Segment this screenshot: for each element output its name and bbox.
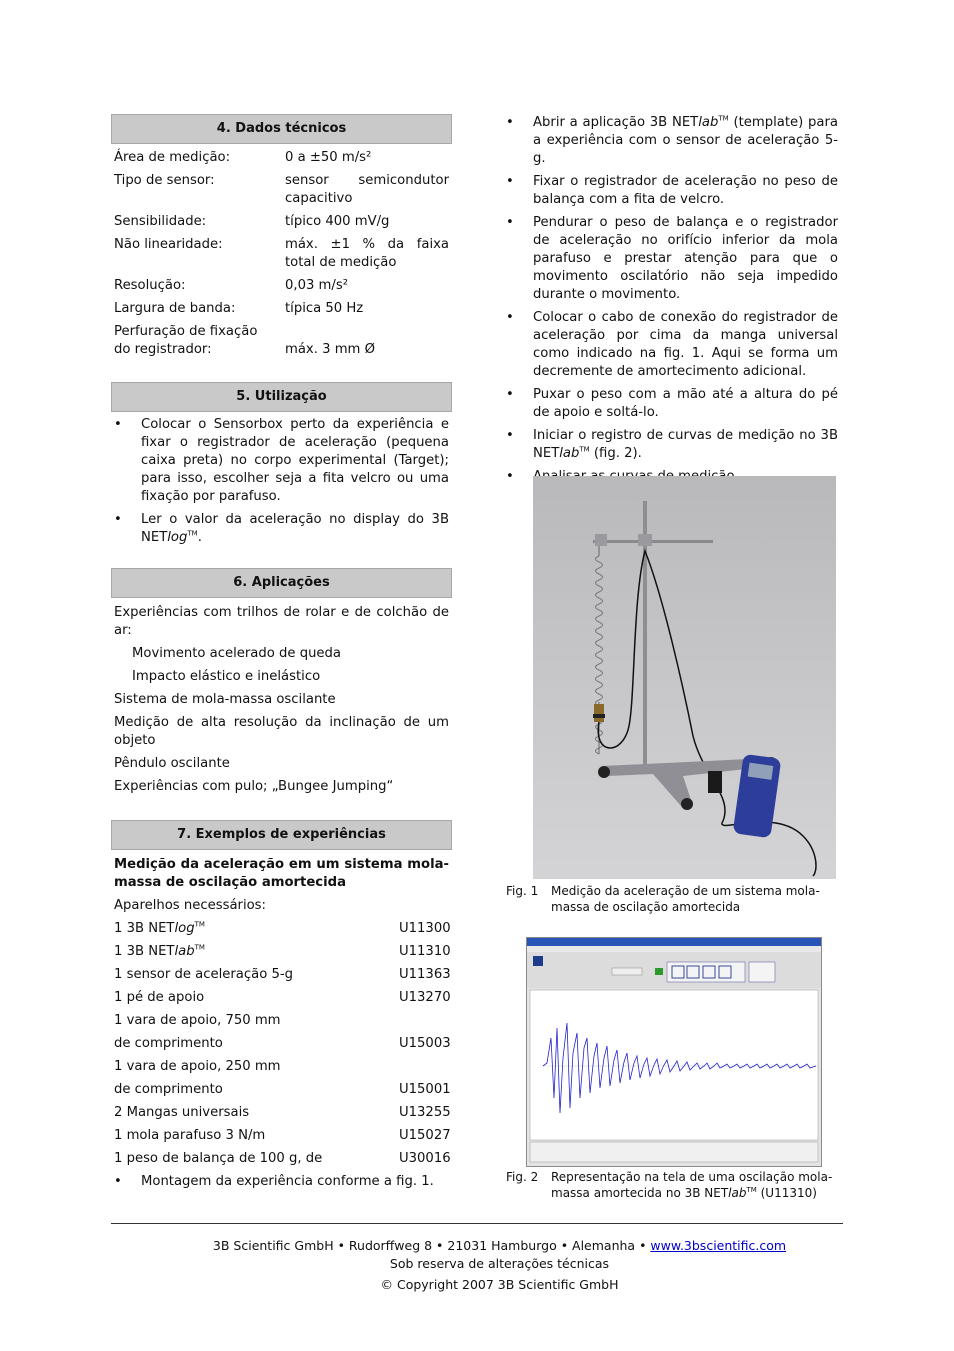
text: (U11310) [756,1186,817,1200]
spec-key [114,323,285,359]
usage-list [111,416,452,547]
software-screenshot [526,937,822,1167]
part-row [114,920,449,938]
paragraph: Experiências com pulo; „Bungee Jumping“ [114,779,394,794]
text: . [197,530,202,545]
spec-row [114,277,452,295]
part-name: 1 vara de apoio, 250 mm [114,1059,281,1074]
figure-text: Medição da aceleração de um sistema mola-massa de oscilação amortecida [551,884,820,914]
spec-key: Tipo de sensor: [114,173,215,188]
part-name: 1 sensor de aceleração 5-g [114,967,293,982]
figure-1-caption [506,883,836,915]
trademark: TM [194,943,205,952]
trademark: TM [718,114,729,123]
part-row [114,966,449,984]
spec-row [114,149,452,167]
part-code: U13255 [399,1105,451,1120]
paragraph: Sistema de mola-massa oscilante [114,692,336,707]
text: (template) para a experiência com o sensor de aceleração 5-g. [533,115,838,166]
text-italic: lab [174,944,195,959]
part-name: 1 mola parafuso 3 N/m [114,1128,266,1143]
figure-text [551,1169,836,1201]
spec-list [111,149,452,359]
left-column [111,114,452,1196]
oscillation-screen-illustration [527,938,821,1166]
right-column [506,114,841,491]
list-item: • Pendurar o peso de balança e o registrador de aceleração no orifício inferior da mola parafuso e prestar atenção para que o movimento oscilatório não seja impedido durante o movimento. [506,214,841,304]
part-code: U15001 [399,1082,451,1097]
part-code: U13270 [399,990,451,1005]
part-name: de comprimento [114,1082,223,1097]
section-title-examples: 7. Exemplos de experiências [111,820,452,850]
spec-value: sensor semicondutor capacitivo [285,173,449,206]
part-name: 1 vara de apoio, 750 mm [114,1013,281,1028]
website-link[interactable]: www.3bscientific.com [650,1238,787,1253]
part-name [114,943,399,961]
part-row [114,1012,449,1030]
text-italic: lab [559,446,580,461]
trademark: TM [194,920,205,929]
part-row [114,1058,449,1076]
part-row [114,943,449,961]
spec-value: máx. ±1 % da faixa total de medição [285,237,449,270]
list-item: • Montagem da experiência conforme a fig. 1. [111,1173,452,1191]
text: Iniciar o registro de curvas de medição no 3B NET [533,428,838,461]
spec-key: Área de medição: [114,150,231,165]
part-row [114,1150,449,1168]
text: Abrir a aplicação 3B NET [533,115,699,130]
text: Ler o valor da aceleração no display do 3B NET [141,512,449,545]
footer-divider [111,1223,843,1224]
part-row [114,1081,449,1099]
trademark: TM [187,529,198,538]
text-italic: log [174,921,195,936]
experiment-setup-illustration [533,476,836,879]
part-name: 2 Mangas universais [114,1105,250,1120]
spec-row [114,323,452,359]
procedure-list [506,114,841,486]
part-code: U15003 [399,1036,451,1051]
trademark: TM [579,445,590,454]
spec-value: 0 a ±50 m/s² [285,150,372,165]
footer-address [111,1238,888,1254]
text: 1 3B NET [114,921,175,936]
spec-value: 0,03 m/s² [285,278,349,293]
list-item: • Puxar o peso com a mão até a altura do pé de apoio e soltá-lo. [506,386,841,422]
part-row [114,989,449,1007]
part-code [399,1012,449,1030]
text-italic: lab [728,1186,747,1200]
experiment-subtitle: Medição da aceleração em um sistema mola-massa de oscilação amortecida [114,857,449,890]
part-code: U11363 [399,967,451,982]
footer-notice: Sob reserva de alterações técnicas [389,1256,610,1271]
text: Representação na tela de uma oscilação mola-massa amortecida no 3B NET [551,1170,833,1200]
paragraph-indented: Movimento acelerado de queda [132,646,341,661]
list-item: • Colocar o Sensorbox perto da experiência e fixar o registrador de aceleração (pequena caixa preta) no corpo experimental (Target); para isso, escolher seja a fita velcro ou uma fixação por parafuso. [111,416,452,506]
spec-value: máx. 3 mm Ø [285,342,375,357]
paragraph: Medição de alta resolução da inclinação de um objeto [114,715,449,748]
spec-key-line: Perfuração de fixação [114,324,258,339]
section-title-technical-data: 4. Dados técnicos [111,114,452,144]
list-item: • Colocar o cabo de conexão do registrador de aceleração por cima da manga universal como indicado na fig. 1. Aqui se forma um decremente de amortecimento adicional. [506,309,841,381]
footer-text: 3B Scientific GmbH • Rudorffweg 8 • 21031 Hamburgo • Alemanha • [212,1238,651,1253]
text-italic: log [167,530,188,545]
paragraph: Experiências com trilhos de rolar e de colchão de ar: [114,605,449,638]
list-item [506,114,841,168]
part-name: 1 pé de apoio [114,990,205,1005]
text: 1 3B NET [114,944,175,959]
section-title-applications: 6. Aplicações [111,568,452,598]
section-title-usage: 5. Utilização [111,382,452,412]
part-row [114,1127,449,1145]
part-row [114,1104,449,1122]
part-name: 1 peso de balança de 100 g, de [114,1151,323,1166]
list-item [111,511,452,547]
spec-key: Resolução: [114,278,186,293]
part-code: U11310 [399,944,451,959]
part-name [114,920,399,938]
part-row [114,1035,449,1053]
spec-row [114,172,452,208]
text: (fig. 2). [589,446,642,461]
trademark: TM [746,1186,757,1194]
spec-key-line: do registrador: [114,342,212,357]
footer-copyright: © Copyright 2007 3B Scientific GmbH [380,1277,619,1292]
experiment-photo [533,476,836,879]
spec-key: Sensibilidade: [114,214,207,229]
paragraph: Pêndulo oscilante [114,756,230,771]
spec-row [114,300,452,318]
paragraph-indented: Impacto elástico e inelástico [132,669,321,684]
figure-label: Fig. 1 [506,884,539,898]
setup-list [111,1173,452,1191]
spec-row [114,213,452,231]
part-code: U30016 [399,1151,451,1166]
figure-label: Fig. 2 [506,1170,539,1184]
part-code [399,1058,449,1076]
text-italic: lab [698,115,719,130]
spec-key: Largura de banda: [114,301,236,316]
spec-row [114,236,452,272]
spec-key: Não linearidade: [114,237,223,252]
paragraph: Aparelhos necessários: [114,898,266,913]
list-item: • Fixar o registrador de aceleração no peso de balança com a fita de velcro. [506,173,841,209]
spec-value: típico 400 mV/g [285,214,390,229]
part-name: de comprimento [114,1036,223,1051]
part-code: U15027 [399,1128,451,1143]
list-item [506,427,841,463]
spec-value: típica 50 Hz [285,301,364,316]
part-code: U11300 [399,921,451,936]
figure-2-caption [506,1169,836,1201]
